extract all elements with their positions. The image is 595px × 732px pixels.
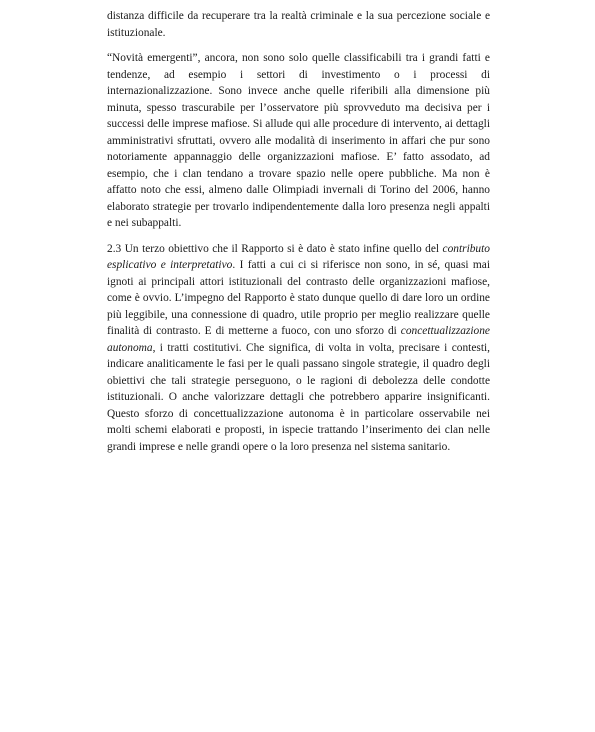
paragraph-3-text-1: 2.3 Un terzo obiettivo che il Rapporto si è dato è stato infine quello del [107, 242, 443, 255]
paragraph-3-text-3: , i tratti costitutivi. Che significa, di volta in volta, precisare i contesti, indicare analiticamente le fasi per le quali passano singole strategie, il quadro degli obiettivi che tali strategie perseguono, o le ragioni di debolezza delle condotte istituzionali. O anche valorizzare dettagli che potrebbero apparire insignificanti. Questo sforzo di concettualizzazione autonoma è in particolare osservabile nei molti schemi elaborati e proposti, in ispecie trattando l’inserimento dei clan nelle grandi imprese e nelle grandi opere o la loro presenza nel sistema sanitario. [107, 341, 490, 453]
paragraph-3-italic-2: concettualizzazione autonoma [107, 325, 490, 354]
paragraph-3-italic-1: contributo esplicativo e interpretativo [107, 242, 490, 271]
paragraph-1: distanza difficile da recuperare tra la realtà criminale e la sua percezione sociale e istituzionale. [107, 10, 490, 39]
paragraph-2: “Novità emergenti”, ancora, non sono solo quelle classificabili tra i grandi fatti e tendenze, ad esempio i settori di investimento o i processi di internazionalizzazione. Sono invece anche quelle riferibili alla dimensione più minuta, spesso trascurabile per l’osservatore più sprovveduto ma decisiva per i successi delle imprese mafiose. Si allude qui alle procedure di intervento, ai dettagli amministrativi sfruttati, ovvero alle modalità di inserimento in affari che pur sono notoriamente appannaggio delle organizzazioni mafiose. E’ fatto assodato, ad esempio, che i clan tendano a trovare spazio nelle opere pubbliche. Ma non è affatto noto che essi, almeno dalle Olimpiadi invernali di Torino del 2006, hanno elaborato strategie per trovarlo indipendentemente dalla loro presenza negli appalti e nei subappalti. [107, 52, 490, 229]
paragraph-3 [107, 241, 490, 456]
paragraph-3-text-2: . I fatti a cui ci si riferisce non sono, in sé, quasi mai ignoti ai principali attori istituzionali del contrasto delle organizzazioni mafiose, come è ovvio. L’impegno del Rapporto è stato dunque quello di dare loro un ordine più leggibile, una connessione di quadro, utile proprio per meglio realizzare quelle finalità di contrasto. E di metterne a fuoco, con uno sforzo di [107, 259, 491, 337]
document-page [107, 8, 490, 455]
